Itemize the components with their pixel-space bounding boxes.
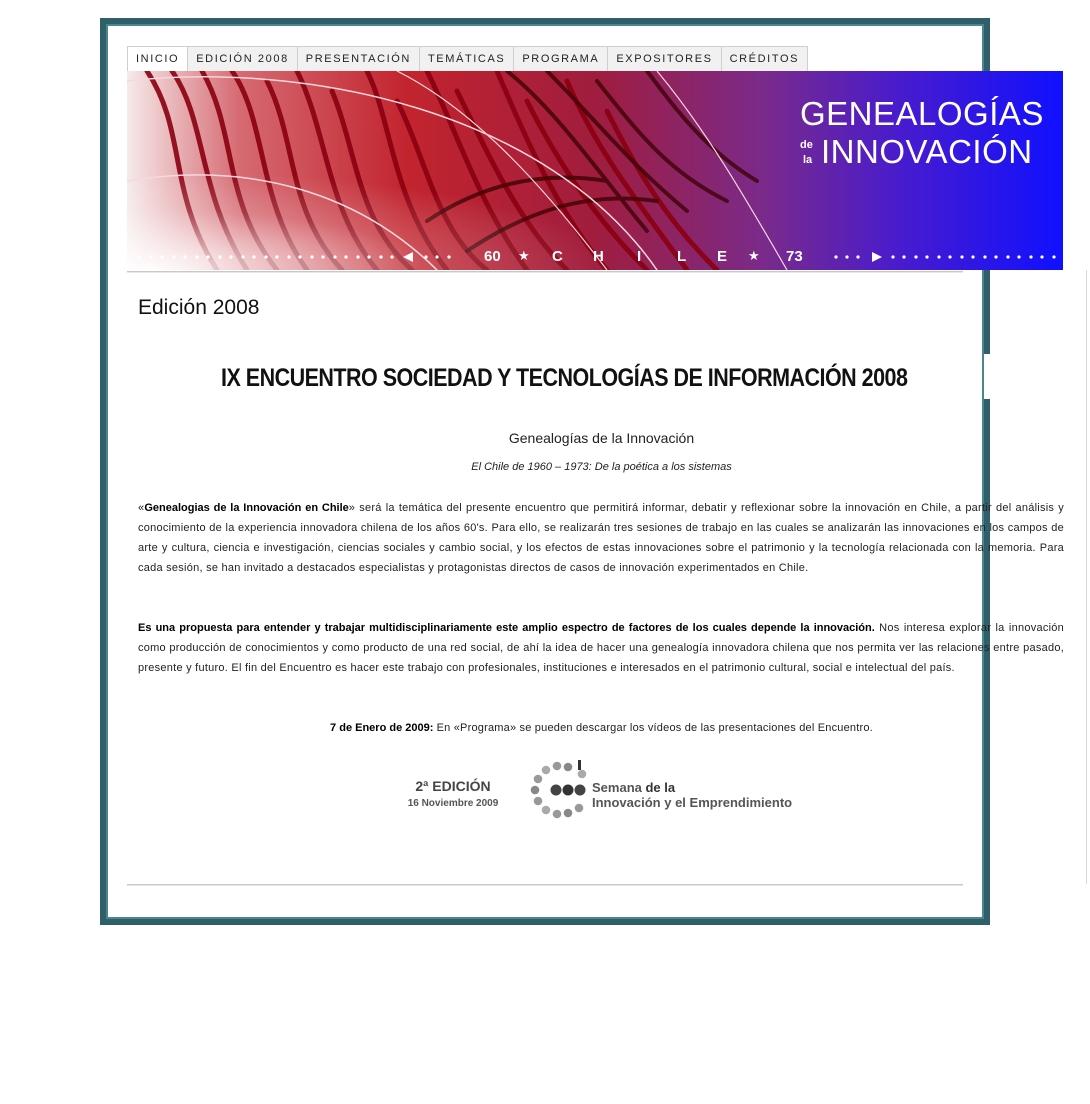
headline-overflow (984, 354, 990, 399)
timeline-letter: L (677, 248, 687, 265)
sie-line1-b: de la (645, 780, 676, 795)
timeline-letter: H (593, 248, 604, 265)
timeline-letter: C (552, 248, 563, 265)
star-icon: ★ (748, 249, 760, 264)
right-border-line (1086, 270, 1087, 884)
timeline-start: 60 (484, 248, 501, 265)
timeline-letter: E (717, 248, 728, 265)
banner-title-line1: GENEALOGÍAS (800, 95, 1044, 132)
sie-line1-a: Semana (592, 780, 646, 795)
banner-title-line2: INNOVACIÓN (821, 133, 1033, 170)
event-subtitle: Genealogías de la Innovación (508, 430, 695, 446)
nav-item-tematicas[interactable]: TEMÁTICAS (420, 47, 514, 71)
sie-edition: 2ª EDICIÓN (415, 778, 491, 794)
intro-text: » será la temática del presente encuentro que permitirá informar, debatir y reflexionar sobre la innovación en Chile, a partir del análisis y conocimiento de la experiencia innovadora chilena de los años 60's. Para ello, se realizarán tres sesiones de trabajo en las cuales se analizarán las innovaciones en los campos de arte y cultura, ciencia e investigación, ciencias sociales y cambio social, y los efectos de estas innovaciones sobre el patrimonio y la tecnología relacionada con la memoria. Para cada sesión, se han invitado a destacados especialistas y protagonistas directos de casos de innovación experimentados en Chile. (138, 502, 1064, 574)
timeline-end: 73 (786, 248, 803, 265)
event-tagline: El Chile de 1960 – 1973: De la poética a los sistemas (471, 461, 732, 473)
page-title: Edición 2008 (138, 296, 260, 319)
main-nav (127, 46, 808, 72)
nav-item-expositores[interactable]: EXPOSITORES (608, 47, 721, 71)
proposal-bold: Es una propuesta para entender y trabajar multidisciplinariamente este amplio espectro de factores de los cuales depende la innovación. (138, 622, 875, 634)
sie-banner-artwork (388, 756, 828, 822)
nav-item-programa[interactable]: PROGRAMA (514, 47, 608, 71)
intro-paragraph (138, 498, 1064, 578)
nav-item-creditos[interactable]: CRÉDITOS (722, 47, 807, 71)
intro-bold: Genealogias de la Innovación en Chile (144, 502, 349, 514)
banner-title-de: de (800, 139, 813, 151)
nav-item-edicion-2008[interactable]: EDICIÓN 2008 (188, 47, 298, 71)
footer-divider (127, 884, 963, 886)
banner-artwork (127, 71, 1063, 270)
sie-date: 16 Noviembre 2009 (407, 798, 499, 809)
open-quote: « (138, 502, 145, 514)
header-banner[interactable] (127, 71, 1063, 270)
proposal-text: Nos interesa explorar la innovación como producción de conocimientos y como producto de una red social, de ahí la idea de hacer una genealogía innovadora chilena que nos permita ver las relaciones entre pasado, presente y futuro. El fin del Encuentro es hacer este trabajo con profesionales, instituciones e interesados en el patrimonio cultural, social e intelectual del país. (138, 622, 1065, 674)
update-note (0, 718, 1090, 738)
sie-banner[interactable] (388, 756, 828, 822)
nav-item-presentacion[interactable]: PRESENTACIÓN (298, 47, 420, 71)
sie-dots-logo-icon (531, 760, 587, 818)
timeline-letter: I (637, 248, 642, 265)
event-headline: IX ENCUENTRO SOCIEDAD Y TECNOLOGÍAS DE INFORMACIÓN 2008 (221, 364, 908, 392)
banner-title-la: la (803, 154, 813, 166)
nav-item-inicio[interactable]: INICIO (128, 47, 188, 71)
banner-divider (127, 271, 963, 273)
sie-line2: Innovación y el Emprendimiento (592, 795, 793, 810)
update-date: 7 de Enero de 2009: (330, 722, 434, 734)
update-text: En «Programa» se pueden descargar los vídeos de las presentaciones del Encuentro. (433, 722, 873, 734)
sie-line1 (592, 780, 676, 795)
star-icon: ★ (518, 249, 530, 264)
proposal-paragraph (138, 618, 1064, 678)
